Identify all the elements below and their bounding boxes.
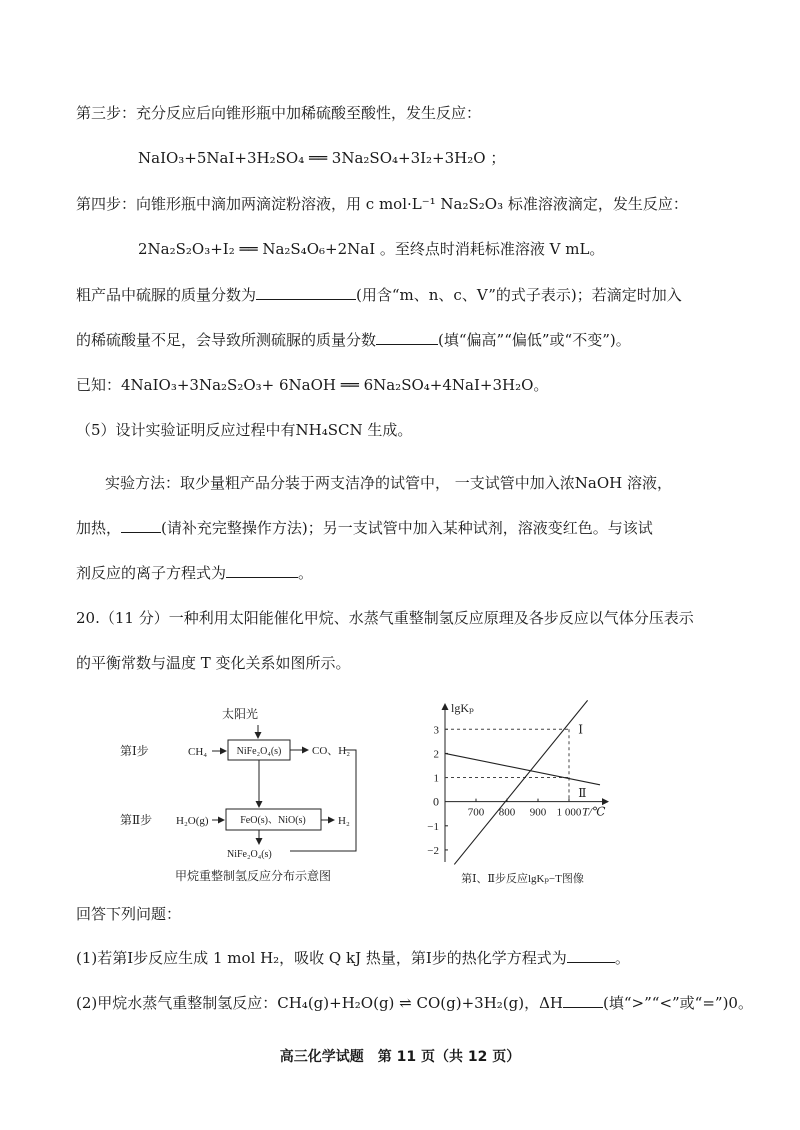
q5-line3-text-b: 。 xyxy=(298,564,314,582)
box2-label: FeO(s)、NiO(s) xyxy=(240,815,306,826)
step4-line: 第四步：向锥形瓶中滴加两滴淀粉溶液，用 c mol·L⁻¹ Na₂S₂O₃ 标准溶液滴定，发生反应： xyxy=(76,195,688,213)
answer-blank-delta-h[interactable] xyxy=(563,993,603,1008)
q5-line2-text-b: (请补充完整操作方法)；另一支试管中加入某种试剂，溶液变红色。与该试 xyxy=(161,519,653,537)
q5-line2 xyxy=(76,518,653,538)
chart-caption: 第Ⅰ、Ⅱ步反应lgKₚ−T图像 xyxy=(461,873,584,885)
y-tick-label: 3 xyxy=(433,724,439,737)
q5-line3 xyxy=(76,563,313,583)
x-tick-label: 1 000 xyxy=(556,806,582,819)
q1-text-b: 。 xyxy=(614,949,630,967)
step1-label: 第Ⅰ步 xyxy=(120,744,149,758)
q20-line1: 20.（11 分）一种利用太阳能催化甲烷、水蒸气重整制氢反应原理及各步反应以气体分压表示 xyxy=(76,609,694,627)
bottom-nife2o4-label: NiFe₂O₄(s) xyxy=(227,849,272,860)
ch4-label: CH₄ xyxy=(188,746,208,758)
h2o-label: H₂O(g) xyxy=(176,815,209,827)
answer-blank-thermo-equation[interactable] xyxy=(567,948,615,963)
answer-blank-ionic-equation[interactable] xyxy=(226,563,298,578)
step4-equation: 2Na₂S₂O₃+I₂ ══ Na₂S₄O₆+2NaI 。至终点时消耗标准溶液 V mL。 xyxy=(138,240,605,258)
origin-label: 0 xyxy=(433,794,439,809)
y-tick-label: 2 xyxy=(433,748,439,761)
x-axis-label: T/℃ xyxy=(582,804,606,819)
series-label: Ⅰ xyxy=(578,722,584,737)
q2-text-b: (填“>”“<”或“=”)0。 xyxy=(603,994,753,1012)
q4-line1-text-b: (用含“m、n、c、V”的式子表示)；若滴定时加入 xyxy=(356,286,682,304)
x-tick-label: 700 xyxy=(467,806,485,819)
q1-line xyxy=(76,948,630,968)
q20-line2: 的平衡常数与温度 T 变化关系如图所示。 xyxy=(76,654,351,672)
q4-line2-text-b: (填“偏高”“偏低”或“不变”)。 xyxy=(438,331,631,349)
q2-text-a: (2)甲烷水蒸气重整制氢反应：CH₄(g)+H₂O(g) ⇌ CO(g)+3H₂(g)，ΔH xyxy=(76,994,564,1012)
answer-prompt: 回答下列问题： xyxy=(76,905,182,923)
q1-text-a: (1)若第Ⅰ步反应生成 1 mol H₂，吸收 Q kJ 热量，第Ⅰ步的热化学方程式为 xyxy=(76,949,567,967)
reaction-diagram xyxy=(118,700,378,890)
step3-equation: NaIO₃+5NaI+3H₂SO₄ ══ 3Na₂SO₄+3I₂+3H₂O ； xyxy=(138,149,506,167)
q2-line xyxy=(76,993,753,1013)
sunlight-label: 太阳光 xyxy=(221,707,259,721)
q5-line2-text-a: 加热， xyxy=(76,519,122,537)
q4-line1 xyxy=(76,285,682,305)
series-label: Ⅱ xyxy=(578,786,587,801)
series-line-step1 xyxy=(454,700,587,864)
q4-known: 已知：4NaIO₃+3Na₂S₂O₃+ 6NaOH ══ 6Na₂SO₄+4NaI+3H₂O。 xyxy=(76,376,549,394)
x-tick-label: 900 xyxy=(529,806,547,819)
y-axis-label: lgKₚ xyxy=(451,701,474,715)
y-tick-label: 1 xyxy=(433,772,439,785)
page-footer: 高三化学试题 第 11 页（共 12 页） xyxy=(279,1049,521,1065)
q5-line1: 实验方法：取少量粗产品分装于两支洁净的试管中， 一支试管中加入浓NaOH 溶液， xyxy=(105,474,672,492)
answer-blank-effect[interactable] xyxy=(376,330,438,345)
y-tick-label: −2 xyxy=(427,844,439,857)
answer-blank-operation[interactable] xyxy=(121,518,161,533)
q4-line1-text-a: 粗产品中硫脲的质量分数为 xyxy=(76,286,257,304)
answer-blank-mass-fraction[interactable] xyxy=(256,285,356,300)
co-h2-label: CO、H₂ xyxy=(312,745,351,757)
x-tick-label: 800 xyxy=(498,806,516,819)
q4-line2-text-a: 的稀硫酸量不足，会导致所测硫脲的质量分数 xyxy=(76,331,377,349)
y-tick-label: −1 xyxy=(427,820,439,833)
box1-label: NiFe₂O₄(s) xyxy=(236,746,282,757)
lgkp-chart xyxy=(415,690,620,890)
h2-out-label: H₂ xyxy=(338,815,350,827)
q5-title: （5）设计实验证明反应过程中有NH₄SCN 生成。 xyxy=(76,421,413,439)
diagram-caption: 甲烷重整制氢反应分布示意图 xyxy=(174,869,332,883)
q4-line2 xyxy=(76,330,631,350)
step2-label: 第Ⅱ步 xyxy=(120,813,153,827)
step3-line: 第三步：充分反应后向锥形瓶中加稀硫酸至酸性，发生反应： xyxy=(76,104,482,122)
q5-line3-text-a: 剂反应的离子方程式为 xyxy=(76,564,227,582)
recycle-line xyxy=(290,750,356,851)
